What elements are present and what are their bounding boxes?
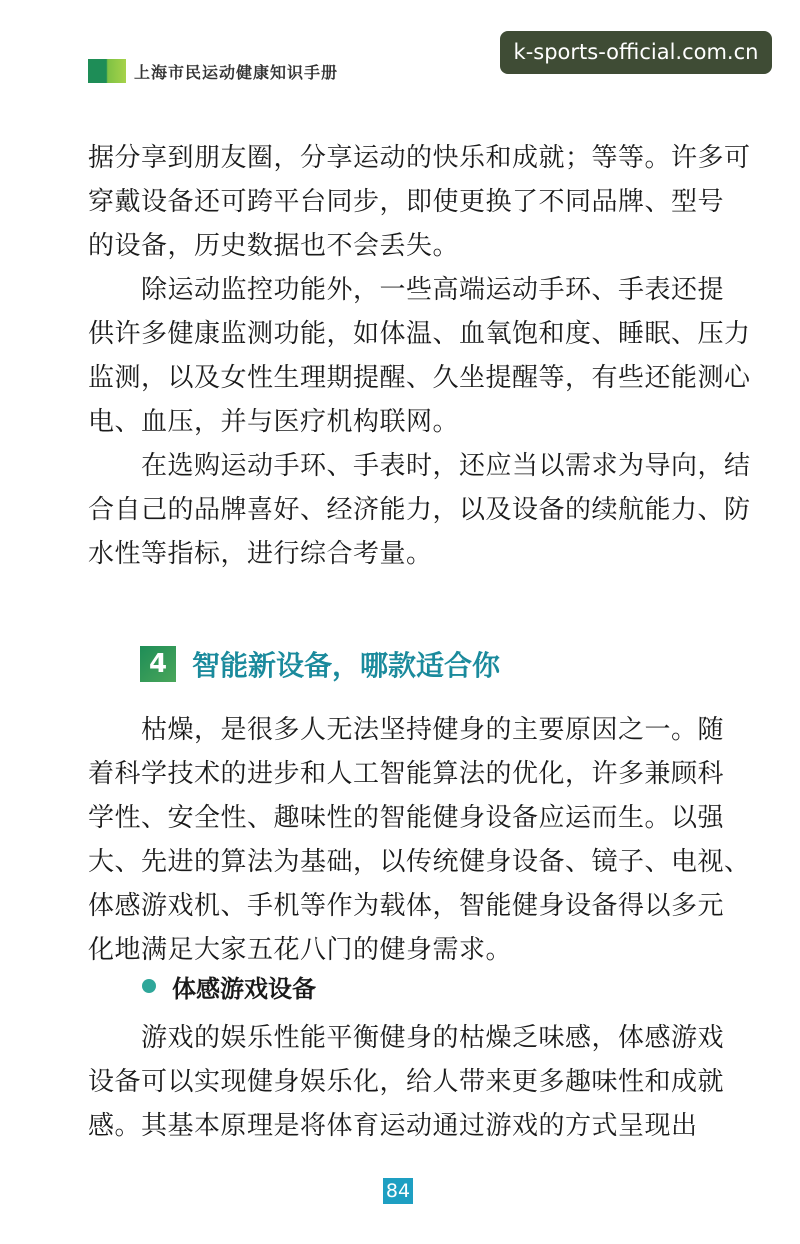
text-line: 学性、安全性、趣味性的智能健身设备应运而生。以强 xyxy=(88,803,725,833)
subheading xyxy=(142,968,316,1004)
text-line: 穿戴设备还可跨平台同步，即使更换了不同品牌、型号 xyxy=(88,187,725,217)
section-number-badge: 4 xyxy=(140,646,176,682)
subheading-text: 体感游戏设备 xyxy=(172,974,316,1003)
text-line: 体感游戏机、手机等作为载体，智能健身设备得以多元 xyxy=(88,891,725,921)
text-line: 着科学技术的进步和人工智能算法的优化，许多兼顾科 xyxy=(88,759,725,789)
text-line: 在选购运动手环、手表时，还应当以需求为导向，结 xyxy=(88,451,751,481)
paragraph-4 xyxy=(88,708,751,972)
text-line: 大、先进的算法为基础，以传统健身设备、镜子、电视、 xyxy=(88,847,751,877)
section-title: 智能新设备，哪款适合你 xyxy=(192,649,501,682)
text-line: 化地满足大家五花八门的健身需求。 xyxy=(88,935,513,965)
paragraph-1 xyxy=(88,136,751,268)
section-heading xyxy=(140,644,500,684)
text-line: 的设备，历史数据也不会丢失。 xyxy=(88,231,460,261)
watermark-badge xyxy=(500,31,772,74)
text-line: 监测，以及女性生理期提醒、久坐提醒等，有些还能测心 xyxy=(88,363,751,393)
paragraph-3 xyxy=(88,444,751,576)
text-line: 据分享到朋友圈，分享运动的快乐和成就；等等。许多可 xyxy=(88,143,751,173)
text-line: 枯燥，是很多人无法坚持健身的主要原因之一。随 xyxy=(88,715,725,745)
header-logo-bar xyxy=(88,59,126,83)
paragraph-5 xyxy=(88,1016,725,1148)
text-line: 供许多健康监测功能，如体温、血氧饱和度、睡眠、压力 xyxy=(88,319,751,349)
text-line: 合自己的品牌喜好、经济能力，以及设备的续航能力、防 xyxy=(88,495,751,525)
text-line: 除运动监控功能外，一些高端运动手环、手表还提 xyxy=(88,275,725,305)
running-header xyxy=(88,58,338,84)
page-number: 84 xyxy=(383,1178,413,1204)
text-line: 设备可以实现健身娱乐化，给人带来更多趣味性和成就 xyxy=(88,1067,725,1097)
bullet-dot-icon xyxy=(142,979,156,993)
text-line: 感。其基本原理是将体育运动通过游戏的方式呈现出 xyxy=(88,1111,698,1141)
watermark-text: k-sports-official.com.cn xyxy=(513,40,759,64)
book-title: 上海市民运动健康知识手册 xyxy=(134,62,339,82)
text-line: 游戏的娱乐性能平衡健身的枯燥乏味感，体感游戏 xyxy=(88,1023,725,1053)
text-line: 电、血压，并与医疗机构联网。 xyxy=(88,407,460,437)
text-line: 水性等指标，进行综合考量。 xyxy=(88,539,433,569)
paragraph-2 xyxy=(88,268,751,444)
